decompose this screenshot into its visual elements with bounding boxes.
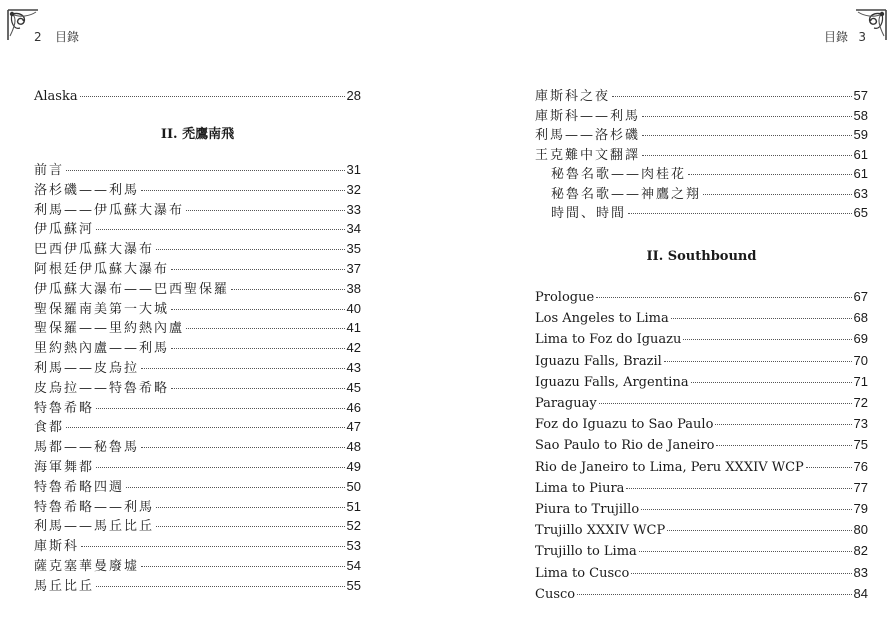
toc-entry[interactable]	[34, 340, 361, 357]
toc-entry-page: 61	[853, 166, 868, 181]
toc-entry[interactable]	[535, 586, 868, 603]
dot-leader	[683, 339, 851, 340]
toc-entry-title: 王克難中文翻譯	[535, 147, 641, 163]
dot-leader	[96, 467, 345, 468]
dot-leader	[599, 403, 852, 404]
dot-leader	[156, 249, 345, 250]
dot-leader	[806, 467, 852, 468]
toc-entry-page: 45	[346, 379, 361, 395]
dot-leader	[171, 269, 345, 270]
toc-entry-page: 52	[346, 518, 361, 534]
toc-entry-title: 皮烏拉——特魯希略	[34, 380, 170, 396]
toc-entry[interactable]	[34, 281, 361, 298]
dot-leader	[691, 382, 852, 383]
toc-entry-page: 72	[853, 395, 868, 410]
toc-entry-title: Cusco	[535, 586, 576, 602]
toc-entry-page: 58	[853, 107, 868, 123]
toc-entry-page: 51	[346, 498, 361, 514]
toc-entry-page: 47	[346, 419, 361, 435]
toc-entry-title: Piura to Trujillo	[535, 502, 640, 517]
toc-entry[interactable]	[535, 310, 868, 327]
toc-entry[interactable]	[34, 439, 361, 456]
toc-entry[interactable]	[34, 320, 361, 337]
toc-entry-page: 61	[853, 146, 868, 162]
toc-entry[interactable]	[535, 416, 868, 433]
toc-entry-title: 洛杉磯——利馬	[34, 182, 140, 198]
toc-entry[interactable]	[535, 127, 868, 144]
toc-entry[interactable]	[535, 480, 868, 497]
toc-entry[interactable]	[34, 518, 361, 535]
dot-leader	[631, 573, 851, 574]
dot-leader	[141, 447, 345, 448]
dot-leader	[156, 526, 345, 527]
dot-leader	[715, 424, 851, 425]
toc-entry-page: 67	[853, 289, 868, 304]
dot-leader	[81, 546, 345, 547]
toc-entry-title: Sao Paulo to Rio de Janeiro	[535, 438, 715, 454]
toc-entry[interactable]	[34, 419, 361, 436]
section-title: II. Southbound	[646, 249, 757, 264]
toc-entry-page: 79	[853, 501, 868, 516]
dot-leader	[642, 135, 852, 136]
toc-entry-title: 伊瓜蘇河	[34, 222, 95, 238]
toc-entry[interactable]	[551, 205, 868, 222]
toc-entry-title: 利馬——皮烏拉	[34, 361, 140, 376]
toc-entry-title: 利馬——洛杉磯	[535, 128, 641, 143]
dot-leader	[141, 566, 345, 567]
toc-entry[interactable]	[34, 261, 361, 278]
dot-leader	[642, 155, 852, 156]
dot-leader	[156, 507, 345, 508]
toc-entry-title: 特魯希略四週	[34, 479, 125, 495]
toc-entry-title: 食都	[34, 420, 65, 436]
corner-ornament-icon	[850, 6, 890, 46]
dot-leader	[186, 328, 345, 329]
toc-entry-page: 73	[853, 416, 868, 432]
toc-entry-page: 80	[853, 522, 868, 538]
toc-entry-title: 里約熱內盧——利馬	[34, 341, 170, 357]
toc-entry-title: 伊瓜蘇大瀑布——巴西聖保羅	[34, 281, 230, 297]
toc-entry-page: 32	[346, 181, 361, 197]
toc-entry-page: 37	[346, 261, 361, 276]
toc-entry-title: 秘魯名歌——肉桂花	[551, 167, 687, 182]
toc-entry-page: 33	[346, 201, 361, 217]
toc-entry[interactable]	[34, 558, 361, 575]
toc-entry-page: 53	[346, 538, 361, 554]
dot-leader	[141, 190, 345, 191]
toc-entry-page: 75	[853, 437, 868, 453]
toc-entry-page: 84	[853, 585, 868, 601]
toc-entry-page: 77	[853, 479, 868, 495]
toc-entry[interactable]	[535, 395, 868, 412]
toc-entry[interactable]	[34, 479, 361, 496]
toc-entry-page: 42	[346, 340, 361, 356]
toc-entry-title: Iguazu Falls, Brazil	[535, 353, 662, 369]
toc-entry-title: Trujillo XXXIV WCP	[535, 523, 666, 539]
toc-entry-title: 前言	[34, 163, 65, 178]
toc-entry-page: 63	[853, 185, 868, 201]
toc-entry-page: 31	[346, 162, 361, 177]
toc-entry-page: 43	[346, 360, 361, 375]
toc-entry-title: Lima to Piura	[535, 480, 625, 496]
toc-entry[interactable]	[535, 459, 868, 476]
toc-entry[interactable]	[535, 108, 868, 125]
toc-entry-title: 利馬——馬丘比丘	[34, 519, 155, 535]
toc-entry[interactable]	[535, 522, 868, 539]
toc-entry-page: 68	[853, 310, 868, 326]
toc-entry-title: 馬丘比丘	[34, 578, 95, 594]
toc-entry-page: 41	[346, 320, 361, 336]
dot-leader	[96, 408, 345, 409]
toc-entry[interactable]	[34, 202, 361, 219]
dot-leader	[96, 586, 345, 587]
toc-entry[interactable]	[535, 565, 868, 582]
toc-entry[interactable]	[34, 578, 361, 595]
right-page	[447, 0, 894, 632]
toc-entry-title: 時間、時間	[551, 206, 627, 221]
dot-leader	[171, 309, 345, 310]
toc-entry[interactable]	[535, 353, 868, 370]
running-title: 目錄	[823, 30, 848, 44]
toc-entry-page: 70	[853, 352, 868, 368]
toc-entry-page: 49	[346, 459, 361, 474]
toc-entry-page: 76	[853, 458, 868, 474]
dot-leader	[171, 388, 345, 389]
toc-entry-title: 阿根廷伊瓜蘇大瀑布	[34, 262, 170, 277]
toc-entry-title: Trujillo to Lima	[535, 544, 637, 560]
toc-entry-page: 82	[853, 543, 868, 559]
toc-entry-title: 海軍舞都	[34, 460, 95, 475]
running-title: 目錄	[55, 30, 80, 44]
toc-entry-page: 55	[346, 577, 361, 593]
toc-entry-title: 馬都——秘魯馬	[34, 440, 140, 456]
toc-entry-title: Prologue	[535, 290, 595, 305]
toc-entry[interactable]	[34, 360, 361, 377]
toc-entry-page: 57	[853, 88, 868, 103]
dot-leader	[577, 594, 851, 595]
dot-leader	[671, 318, 852, 319]
dot-leader	[642, 116, 852, 117]
toc-entry-page: 46	[346, 399, 361, 415]
toc-entry[interactable]	[535, 88, 868, 105]
dot-leader	[664, 361, 852, 362]
toc-entry-title: 庫斯科之夜	[535, 89, 611, 104]
dot-leader	[688, 174, 852, 175]
toc-entry-page: 65	[853, 205, 868, 220]
dot-leader	[141, 368, 345, 369]
toc-entry-title: 薩克塞華曼廢墟	[34, 559, 140, 574]
page-number: 2	[34, 30, 42, 44]
dot-leader	[626, 488, 851, 489]
toc-entry-page: 38	[346, 280, 361, 296]
toc-entry[interactable]	[34, 301, 361, 318]
dot-leader	[171, 348, 345, 349]
toc-entry[interactable]	[34, 400, 361, 417]
toc-entry[interactable]	[535, 543, 868, 560]
dot-leader	[80, 96, 345, 97]
toc-entry-page: 34	[346, 221, 361, 237]
toc-entry[interactable]	[34, 182, 361, 199]
toc-entry[interactable]	[34, 221, 361, 238]
toc-entry-title: 秘魯名歌——神鷹之翔	[551, 186, 702, 202]
toc-entry-page: 50	[346, 478, 361, 494]
dot-leader	[126, 487, 345, 488]
toc-entry-title: 利馬——伊瓜蘇大瀑布	[34, 202, 185, 218]
toc-entry[interactable]	[551, 186, 868, 203]
dot-leader	[667, 530, 851, 531]
toc-entry[interactable]	[535, 331, 868, 348]
toc-entry[interactable]	[34, 241, 361, 258]
toc-entry-title: 庫斯科	[34, 539, 80, 555]
toc-entry-page: 83	[853, 564, 868, 580]
toc-entry[interactable]	[34, 459, 361, 476]
toc-entry-title: Foz do Iguazu to Sao Paulo	[535, 417, 714, 433]
dot-leader	[186, 210, 345, 211]
toc-entry[interactable]	[535, 501, 868, 518]
toc-entry-title: Rio de Janeiro to Lima, Peru XXXIV WCP	[535, 459, 804, 475]
toc-entry[interactable]	[535, 289, 868, 306]
toc-entry-page: 69	[853, 331, 868, 347]
toc-entry-page: 71	[853, 373, 868, 389]
dot-leader	[716, 445, 851, 446]
toc-entry-title: Los Angeles to Lima	[535, 311, 669, 327]
dot-leader	[66, 170, 345, 171]
toc-entry-page: 28	[346, 88, 361, 103]
toc-entry[interactable]	[535, 437, 868, 454]
section-title: II. 禿鷹南飛	[160, 127, 235, 142]
toc-entry-title: 特魯希略	[34, 400, 95, 416]
toc-entry-title: 聖保羅——里約熱內盧	[34, 321, 185, 337]
toc-entry-title: 巴西伊瓜蘇大瀑布	[34, 242, 155, 258]
dot-leader	[612, 96, 852, 97]
toc-entry-page: 40	[346, 300, 361, 316]
dot-leader	[703, 194, 852, 195]
toc-entry-page: 48	[346, 439, 361, 455]
dot-leader	[96, 229, 345, 230]
dot-leader	[639, 551, 852, 552]
toc-entry[interactable]	[34, 88, 361, 105]
dot-leader	[628, 213, 852, 214]
toc-entry-title: Alaska	[34, 89, 78, 104]
toc-entry-title: Paraguay	[535, 396, 597, 411]
toc-entry-page: 35	[346, 241, 361, 257]
toc-entry[interactable]	[34, 162, 361, 179]
dot-leader	[66, 427, 345, 428]
toc-entry-page: 59	[853, 127, 868, 142]
toc-entry[interactable]	[535, 147, 868, 164]
toc-entry[interactable]	[551, 166, 868, 183]
toc-entry-title: 聖保羅南美第一大城	[34, 301, 170, 317]
dot-leader	[231, 289, 345, 290]
toc-entry-title: 特魯希略——利馬	[34, 499, 155, 515]
dot-leader	[596, 297, 851, 298]
toc-entry-title: Lima to Cusco	[535, 565, 630, 581]
page-number: 3	[858, 30, 866, 44]
toc-entry-title: Iguazu Falls, Argentina	[535, 374, 689, 390]
toc-entry[interactable]	[34, 499, 361, 516]
toc-entry[interactable]	[535, 374, 868, 391]
toc-entry[interactable]	[34, 538, 361, 555]
toc-entry[interactable]	[34, 380, 361, 397]
toc-entry-page: 54	[346, 558, 361, 573]
toc-entry-title: Lima to Foz do Iguazu	[535, 332, 682, 348]
toc-entry-title: 庫斯科——利馬	[535, 108, 641, 124]
dot-leader	[641, 509, 851, 510]
